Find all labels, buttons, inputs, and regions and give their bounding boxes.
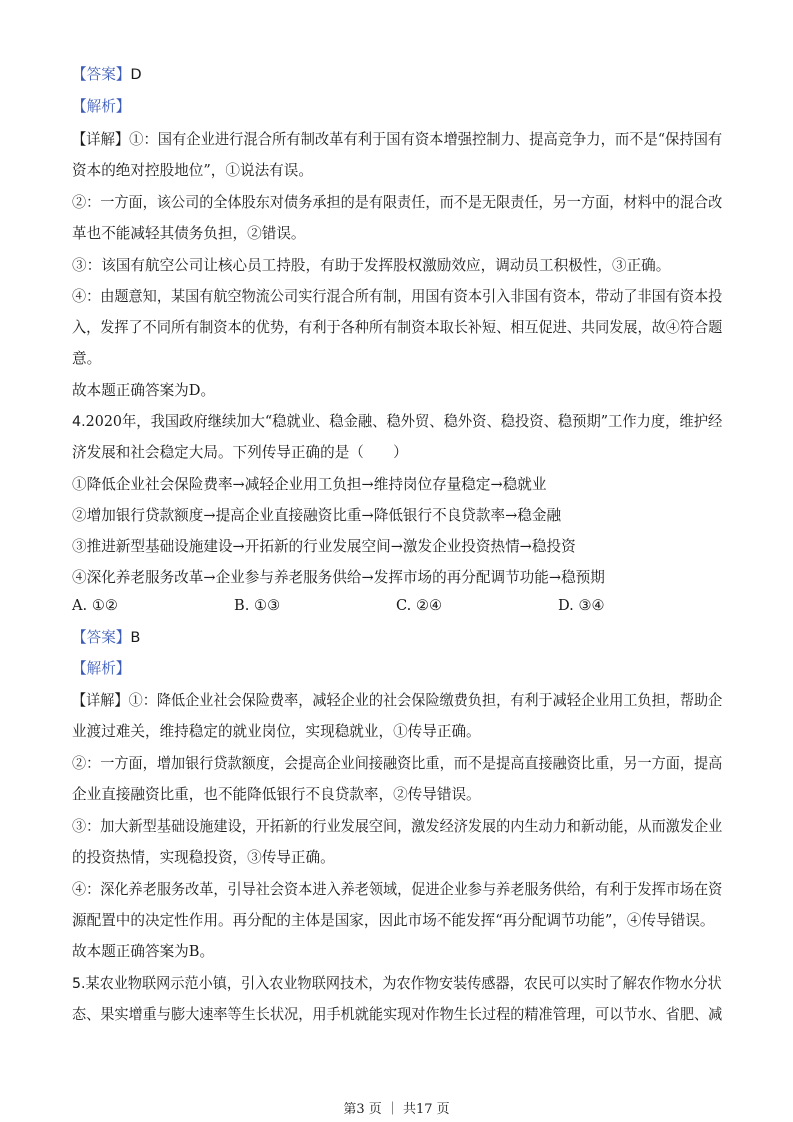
question-stem: 2020年，我国政府继续加大“稳就业、稳金融、稳外贸、稳外资、稳投资、稳预期”工作力度，维护经 <box>85 413 723 430</box>
option-d <box>558 596 605 616</box>
answer-options <box>72 596 722 616</box>
page-footer: 第3 页 ｜ 共17 页 <box>343 1102 450 1117</box>
q4-detail-line <box>72 691 722 711</box>
q4-analysis-line <box>72 659 130 679</box>
question-stem: 态、果实增重与膨大速率等生长状况，用手机就能实现对作物生长过程的精准管理，可以节水、省肥、减 <box>72 1006 723 1023</box>
question-stem: 某农业物联网示范小镇，引入农业物联网技术，为农作物安装传感器，农民可以实时了解农作物水分状 <box>85 975 722 992</box>
question-item: ①降低企业社会保险费率→减轻企业用工负担→维持岗位存量稳定→稳就业 <box>72 476 547 493</box>
option-text: ①③ <box>254 597 281 614</box>
detail-text: 资本的绝对控股地位”，①说法有误。 <box>72 162 313 179</box>
option-a <box>72 596 118 616</box>
option-text: ②④ <box>415 597 443 614</box>
question-stem: 济发展和社会稳定大局。下列传导正确的是（ ） <box>72 444 408 461</box>
detail-text: ③：该国有航空公司让核心员工持股，有助于发挥股权激励效应，调动员工积极性，③正确。 <box>72 257 671 274</box>
detail-text: 业渡过难关，维持稳定的就业岗位，实现稳就业，①传导正确。 <box>72 723 481 740</box>
detail-text: 革也不能减轻其债务负担，②错误。 <box>72 225 306 242</box>
detail-text: 企业直接融资比重，也不能降低银行不良贷款率，②传导错误。 <box>72 786 481 803</box>
q3-detail-line <box>72 130 722 150</box>
option-text: ③④ <box>578 597 605 614</box>
answer-tag: 【答案】 <box>72 66 131 83</box>
answer-value: D <box>130 66 142 83</box>
detail-text: ①：国有企业进行混合所有制改革有利于国有资本增强控制力、提高竞争力，而不是“保持国有 <box>129 131 723 148</box>
question-number: 5. <box>72 975 86 992</box>
q3-analysis-line <box>72 97 130 117</box>
detail-text: ④：深化养老服务改革，引导社会资本进入养老领域，促进企业参与养老服务供给，有利于发挥市场在资 <box>72 881 723 898</box>
question-number: 4. <box>72 413 86 430</box>
question-item: ④深化养老服务改革→企业参与养老服务供给→发挥市场的再分配调节功能→稳预期 <box>72 569 605 586</box>
detail-text: 的投资热情，实现稳投资，③传导正确。 <box>72 849 335 866</box>
answer-value: B <box>130 629 141 646</box>
detail-text: ④：由题意知，某国有航空物流公司实行混合所有制，用国有资本引入非国有资本，带动了非国有资本投 <box>72 288 723 305</box>
detail-text: 入，发挥了不同所有制资本的优势，有利于各种所有制资本取长补短、相互促进、共同发展，故④符合题 <box>72 319 723 336</box>
q3-answer-line <box>72 65 142 85</box>
q5-stem-line <box>72 974 722 994</box>
detail-text: ③：加大新型基础设施建设，开拓新的行业发展空间，激发经济发展的内生动力和新动能，从而激发企业 <box>72 818 723 835</box>
detail-text: ①：降低企业社会保险费率，减轻企业的社会保险缴费负担，有利于减轻企业用工负担，帮助企 <box>128 692 723 709</box>
analysis-tag: 【解析】 <box>72 660 131 677</box>
q4-stem-line <box>72 412 722 432</box>
question-item: ②增加银行贷款额度→提高企业直接融资比重→降低银行不良贷款率→稳金融 <box>72 507 562 524</box>
conclusion-text: 故本题正确答案为D。 <box>72 382 216 399</box>
option-text: ①② <box>91 597 118 614</box>
q4-answer-line <box>72 628 140 648</box>
detail-text: 意。 <box>72 350 102 367</box>
answer-tag: 【答案】 <box>72 629 131 646</box>
option-b <box>234 596 280 616</box>
detail-text: ②：一方面，该公司的全体股东对债务承担的是有限责任，而不是无限责任，另一方面，材料中的混合改 <box>72 194 723 211</box>
option-label: A. <box>72 597 88 614</box>
question-item: ③推进新型基础设施建设→开拓新的行业发展空间→激发企业投资热情→稳投资 <box>72 538 576 555</box>
analysis-tag: 【解析】 <box>72 98 131 115</box>
detail-tag: 【详解】 <box>72 131 130 148</box>
option-label: D. <box>558 597 574 614</box>
detail-text: ②：一方面，增加银行贷款额度，会提高企业间接融资比重，而不是提高直接融资比重，另一方面，提高 <box>72 755 723 772</box>
conclusion-text: 故本题正确答案为B。 <box>72 943 215 960</box>
detail-text: 源配置中的决定性作用。再分配的主体是国家，因此市场不能发挥“再分配调节功能”，④传导错误。 <box>72 912 715 929</box>
option-label: C. <box>396 597 412 614</box>
detail-tag: 【详解】 <box>72 692 129 709</box>
option-c <box>396 596 442 616</box>
option-label: B. <box>234 597 250 614</box>
